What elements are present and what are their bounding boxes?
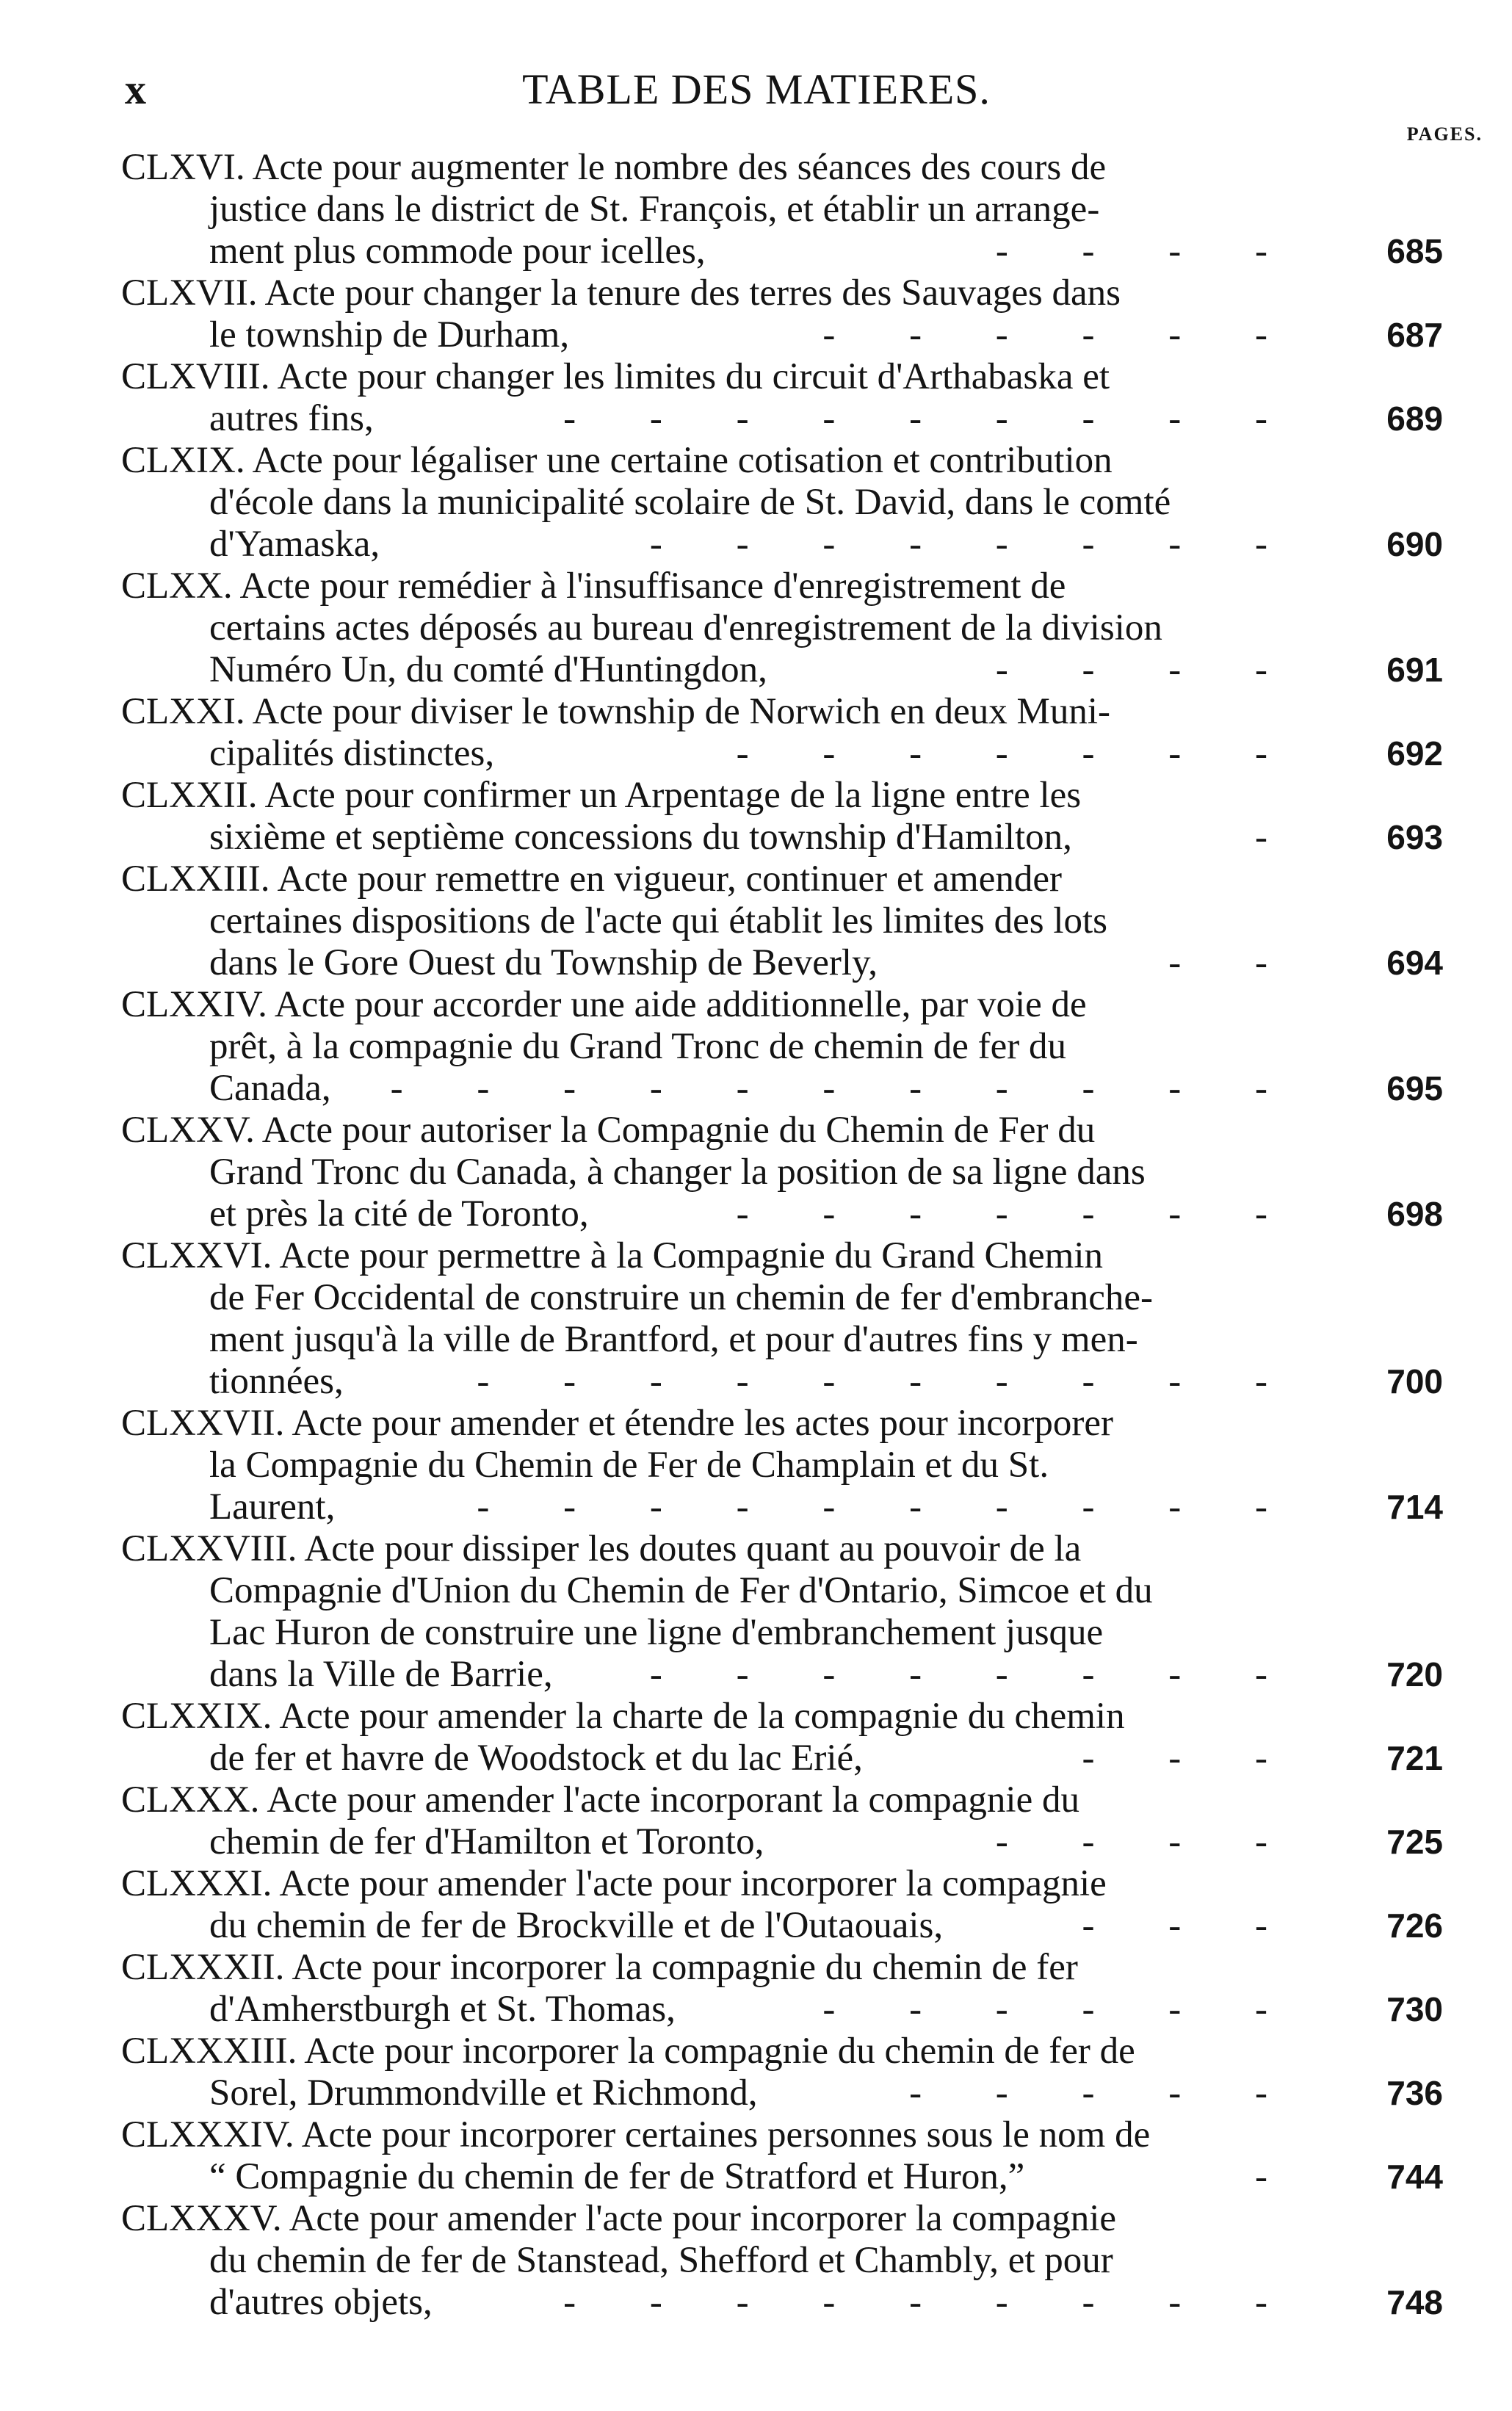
toc-entry-text: Canada,: [209, 1068, 331, 1109]
toc-entry: [121, 859, 1443, 984]
toc-leader-dashes: - - - -: [995, 649, 1300, 690]
toc-page-number: 725: [1386, 1823, 1443, 1861]
toc-entry-line: [121, 1821, 1443, 1863]
toc-entry: [121, 1779, 1443, 1863]
toc-entry-text: CLXXV. Acte pour autoriser la Compagnie du Chemin de Fer du: [121, 1110, 1096, 1151]
toc-entry-text: d'autres objets,: [209, 2282, 433, 2323]
toc-leader-dashes: - - - - - - -: [736, 733, 1300, 774]
toc-entry-line: [121, 649, 1443, 691]
toc-entry-text: CLXXI. Acte pour diviser le township de Norwich en deux Muni-: [121, 691, 1110, 732]
toc-entry-text: CLXVIII. Acte pour changer les limites du circuit d'Arthabaska et: [121, 356, 1110, 397]
toc-entry-text: du chemin de fer de Stanstead, Shefford et Chambly, et pour: [209, 2240, 1113, 2281]
toc-entry-text: CLXXVI. Acte pour permettre à la Compagnie du Grand Chemin: [121, 1235, 1103, 1276]
toc-entry: [121, 1863, 1443, 1947]
toc-entry-line: [121, 733, 1443, 775]
toc-entry-line: [121, 565, 1443, 607]
toc-page-number: 687: [1386, 316, 1443, 354]
toc-entry: [121, 691, 1443, 775]
toc-entry-text: certains actes déposés au bureau d'enregistrement de la division: [209, 607, 1162, 648]
toc-entry-text: Compagnie d'Union du Chemin de Fer d'Ontario, Simcoe et du: [209, 1570, 1153, 1611]
toc-leader-dashes: - - - - - -: [822, 314, 1300, 355]
toc-leader-dashes: - - - - - - - - - -: [477, 1361, 1300, 1402]
toc-entry-text: CLXXXI. Acte pour amender l'acte pour incorporer la compagnie: [121, 1863, 1107, 1904]
toc-entry-line: [121, 1863, 1443, 1905]
toc-entry-text: CLXXII. Acte pour confirmer un Arpentage de la ligne entre les: [121, 775, 1082, 816]
toc-page-number: 748: [1386, 2283, 1443, 2321]
toc-entry-text: de Fer Occidental de construire un chemin de fer d'embranche-: [209, 1277, 1154, 1318]
toc-entry-line: [121, 1738, 1443, 1779]
toc-leader-dashes: - -: [1168, 942, 1300, 983]
toc-leader-dashes: - - - -: [995, 231, 1300, 272]
toc-entry-line: [121, 1193, 1443, 1235]
toc-page-number: 690: [1386, 525, 1443, 563]
toc-entry-line: [121, 2031, 1443, 2072]
toc-page-number: 698: [1386, 1195, 1443, 1233]
toc-leader-dashes: -: [1255, 817, 1300, 858]
toc-entry-text: CLXX. Acte pour remédier à l'insuffisance d'enregistrement de: [121, 565, 1066, 607]
page-number: x: [125, 65, 146, 113]
toc-page-number: 744: [1386, 2158, 1443, 2196]
toc-entry-text: certaines dispositions de l'acte qui établit les limites des lots: [209, 900, 1108, 941]
toc-entry-text: Sorel, Drummondville et Richmond,: [209, 2072, 758, 2114]
toc-entry-line: [121, 1989, 1443, 2031]
toc-entry-text: justice dans le district de St. François, et établir un arrange-: [209, 189, 1100, 230]
toc-entry-line: [121, 524, 1443, 565]
toc-entry-line: [121, 2240, 1443, 2282]
page-title: TABLE DES MATIERES.: [522, 65, 991, 113]
toc-leader-dashes: - - -: [1082, 1738, 1300, 1779]
toc-entry-text: CLXXIV. Acte pour accorder une aide additionnelle, par voie de: [121, 984, 1087, 1025]
toc-page-number: 726: [1386, 1906, 1443, 1945]
toc-entry-text: le township de Durham,: [209, 314, 570, 355]
toc-entry-line: [121, 691, 1443, 733]
toc-entry-line: [121, 1152, 1443, 1193]
toc-page-number: 700: [1386, 1362, 1443, 1400]
toc-entry-line: [121, 942, 1443, 984]
toc-entry-line: [121, 189, 1443, 231]
toc-page-number: 730: [1386, 1990, 1443, 2028]
toc-entry-text: CLXXVIII. Acte pour dissiper les doutes quant au pouvoir de la: [121, 1528, 1082, 1569]
toc-entry-line: [121, 1445, 1443, 1486]
toc-entry-line: [121, 1235, 1443, 1277]
toc-entry: [121, 147, 1443, 272]
toc-entry-text: la Compagnie du Chemin de Fer de Champlain et du St.: [209, 1445, 1049, 1486]
toc-entry-line: [121, 1026, 1443, 1068]
toc-entry-line: [121, 314, 1443, 356]
toc-entry-text: tionnées,: [209, 1361, 344, 1402]
toc-entry-line: [121, 1528, 1443, 1570]
toc-entry-text: CLXXVII. Acte pour amender et étendre les actes pour incorporer: [121, 1403, 1113, 1444]
toc-entry-line: [121, 482, 1443, 524]
toc-entry: [121, 440, 1443, 565]
toc-entry-line: [121, 1403, 1443, 1445]
toc-entry-text: CLXXXIV. Acte pour incorporer certaines personnes sous le nom de: [121, 2114, 1151, 2155]
toc-page-number: 736: [1386, 2074, 1443, 2112]
toc-entry-line: [121, 817, 1443, 859]
toc-entry-text: CLXXXIII. Acte pour incorporer la compagnie du chemin de fer de: [121, 2031, 1135, 2072]
toc-entry: [121, 2198, 1443, 2324]
toc-leader-dashes: - - - - - - - - -: [563, 2282, 1300, 2323]
toc-entry-text: CLXXX. Acte pour amender l'acte incorporant la compagnie du: [121, 1779, 1079, 1821]
toc-entry-line: [121, 398, 1443, 440]
toc-entry-line: [121, 1696, 1443, 1738]
toc-page-number: 693: [1386, 818, 1443, 856]
toc-leader-dashes: - - - - - - - -: [649, 524, 1300, 565]
toc-entry-line: [121, 1277, 1443, 1319]
toc-entry-text: CLXVII. Acte pour changer la tenure des terres des Sauvages dans: [121, 272, 1121, 314]
toc-entry-text: d'Yamaska,: [209, 524, 380, 565]
toc-entry-line: [121, 1905, 1443, 1947]
toc-entry-text: ment jusqu'à la ville de Brantford, et pour d'autres fins y men-: [209, 1319, 1138, 1360]
toc-leader-dashes: - - - - - - - - -: [563, 398, 1300, 439]
toc-entry: [121, 1696, 1443, 1779]
toc-entry-line: [121, 1570, 1443, 1612]
toc-entry-text: autres fins,: [209, 398, 374, 439]
toc-entry-line: [121, 147, 1443, 189]
toc-entry-text: Numéro Un, du comté d'Huntingdon,: [209, 649, 767, 690]
toc-entry-text: du chemin de fer de Brockville et de l'Outaouais,: [209, 1905, 944, 1946]
toc-leader-dashes: - - -: [1082, 1905, 1300, 1946]
toc-entry-line: [121, 859, 1443, 900]
toc-leader-dashes: -: [1255, 2156, 1300, 2197]
toc-entry-text: cipalités distinctes,: [209, 733, 495, 774]
toc-page-number: 691: [1386, 651, 1443, 689]
pages-column-label: PAGES.: [1406, 123, 1483, 145]
toc-page-number: 689: [1386, 400, 1443, 438]
toc-page-number: 714: [1386, 1488, 1443, 1526]
toc-page-number: 695: [1386, 1069, 1443, 1107]
toc-entry-text: CLXIX. Acte pour légaliser une certaine cotisation et contribution: [121, 440, 1113, 481]
toc-entry-line: [121, 2072, 1443, 2114]
toc-entry-text: de fer et havre de Woodstock et du lac Erié,: [209, 1738, 863, 1779]
toc-entry-line: [121, 440, 1443, 482]
toc-entry: [121, 1235, 1443, 1403]
toc-entry-line: [121, 1319, 1443, 1361]
toc-entry-text: Lac Huron de construire une ligne d'embranchement jusque: [209, 1612, 1104, 1653]
toc-leader-dashes: - - - - - - - -: [649, 1654, 1300, 1695]
toc-entry-text: dans le Gore Ouest du Township de Beverly,: [209, 942, 878, 983]
toc-entry-text: Grand Tronc du Canada, à changer la position de sa ligne dans: [209, 1152, 1146, 1193]
toc-entry-line: [121, 2114, 1443, 2156]
toc-entry-text: dans la Ville de Barrie,: [209, 1654, 553, 1695]
toc-entry: [121, 1947, 1443, 2031]
toc-entry: [121, 272, 1443, 356]
toc-entry-line: [121, 607, 1443, 649]
toc-leader-dashes: - - - - -: [909, 2072, 1300, 2114]
toc-page-number: 721: [1386, 1739, 1443, 1777]
toc-leader-dashes: - - - - - - -: [736, 1193, 1300, 1235]
toc-entry-text: CLXXIII. Acte pour remettre en vigueur, continuer et amender: [121, 859, 1062, 900]
toc-entry-line: [121, 1779, 1443, 1821]
toc-entry-line: [121, 356, 1443, 398]
toc-entry: [121, 1528, 1443, 1696]
toc-leader-dashes: - - - - - - - - - -: [477, 1486, 1300, 1528]
toc-entry-text: Laurent,: [209, 1486, 336, 1528]
toc-entry: [121, 1110, 1443, 1235]
toc-entry-text: ment plus commode pour icelles,: [209, 231, 706, 272]
toc-entry-line: [121, 2156, 1443, 2198]
toc-entry-text: chemin de fer d'Hamilton et Toronto,: [209, 1821, 764, 1862]
toc-entry-line: [121, 984, 1443, 1026]
toc-leader-dashes: - - - - - - - - - - -: [390, 1068, 1300, 1109]
toc-entry: [121, 984, 1443, 1110]
toc-entry-text: “ Compagnie du chemin de fer de Stratford et Huron,”: [209, 2156, 1025, 2197]
toc-leader-dashes: - - - - - -: [822, 1989, 1300, 2030]
toc-entry-text: et près la cité de Toronto,: [209, 1193, 589, 1235]
toc-entry: [121, 565, 1443, 691]
toc-page-number: 692: [1386, 734, 1443, 773]
toc-entry-line: [121, 2198, 1443, 2240]
table-of-contents: [121, 147, 1443, 2324]
toc-entry-line: [121, 1947, 1443, 1989]
toc-entry-text: CLXXIX. Acte pour amender la charte de la compagnie du chemin: [121, 1696, 1125, 1737]
toc-entry-line: [121, 1110, 1443, 1152]
toc-entry-line: [121, 900, 1443, 942]
toc-entry-text: sixième et septième concessions du township d'Hamilton,: [209, 817, 1072, 858]
toc-entry-line: [121, 1654, 1443, 1696]
toc-entry-line: [121, 2282, 1443, 2324]
toc-page-number: 720: [1386, 1655, 1443, 1694]
toc-page-number: 685: [1386, 232, 1443, 270]
toc-entry-line: [121, 1068, 1443, 1110]
toc-page-number: 694: [1386, 944, 1443, 982]
toc-entry-text: d'Amherstburgh et St. Thomas,: [209, 1989, 676, 2030]
toc-entry-text: prêt, à la compagnie du Grand Tronc de chemin de fer du: [209, 1026, 1066, 1067]
toc-entry: [121, 775, 1443, 859]
toc-entry-line: [121, 1612, 1443, 1654]
toc-leader-dashes: - - - -: [995, 1821, 1300, 1862]
toc-entry-text: d'école dans la municipalité scolaire de St. David, dans le comté: [209, 482, 1171, 523]
toc-entry-line: [121, 1361, 1443, 1403]
toc-entry: [121, 1403, 1443, 1528]
toc-entry: [121, 356, 1443, 440]
toc-entry-line: [121, 231, 1443, 272]
toc-entry-text: CLXVI. Acte pour augmenter le nombre des séances des cours de: [121, 147, 1107, 188]
toc-entry-line: [121, 775, 1443, 817]
toc-entry-line: [121, 272, 1443, 314]
toc-entry-text: CLXXXV. Acte pour amender l'acte pour incorporer la compagnie: [121, 2198, 1117, 2239]
toc-entry: [121, 2031, 1443, 2114]
toc-entry-text: CLXXXII. Acte pour incorporer la compagnie du chemin de fer: [121, 1947, 1078, 1988]
toc-entry: [121, 2114, 1443, 2198]
toc-entry-line: [121, 1486, 1443, 1528]
page-header: [125, 65, 1447, 123]
